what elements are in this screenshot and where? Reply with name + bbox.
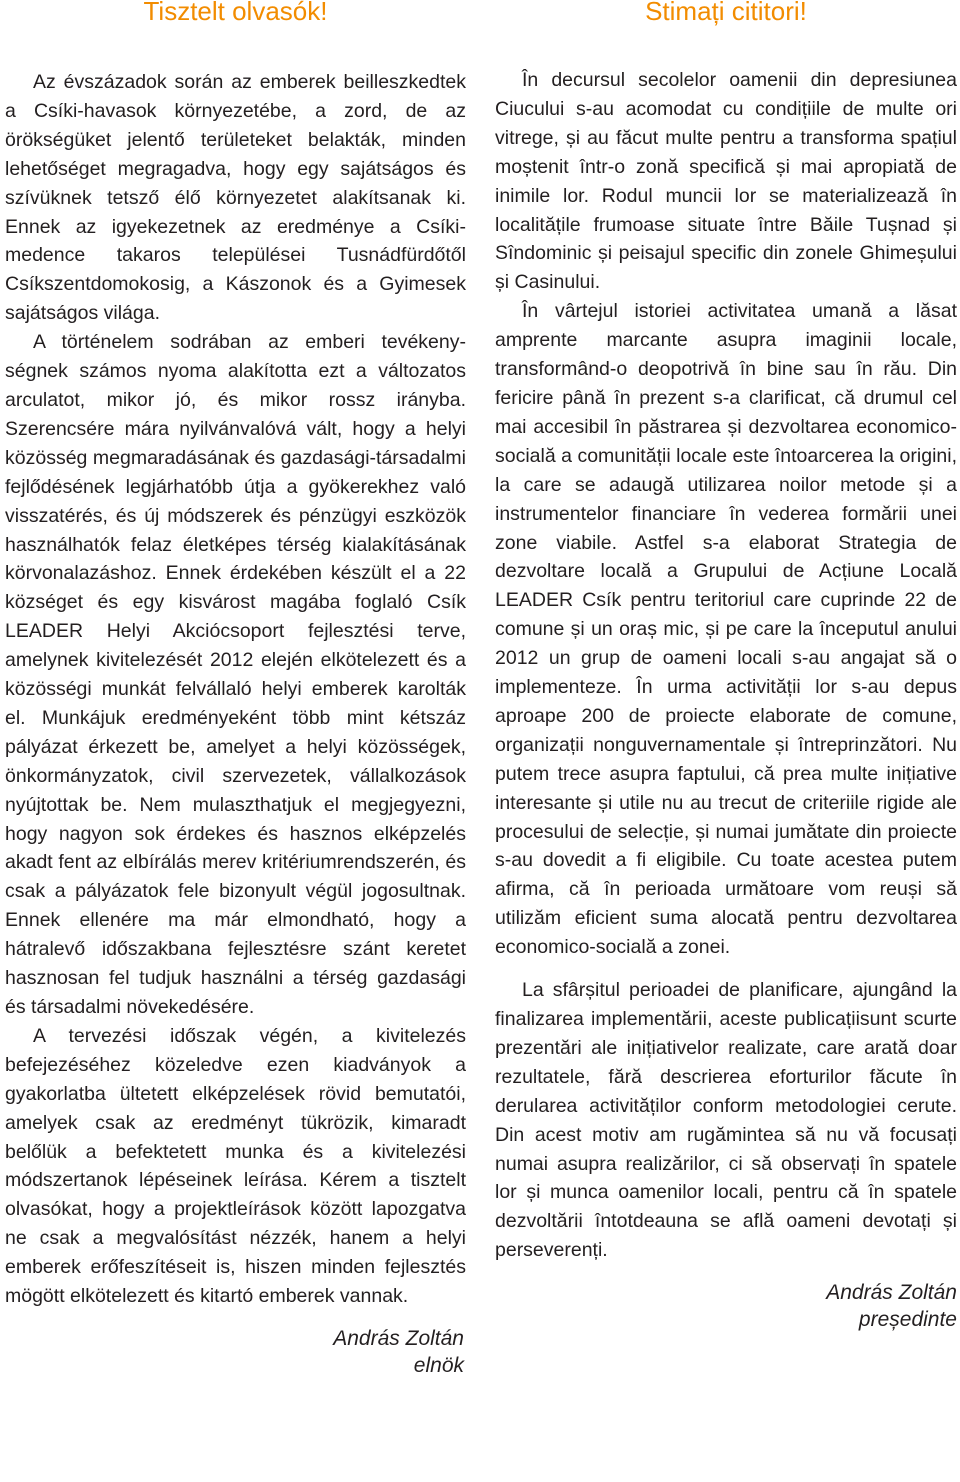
hungarian-column [5, 0, 466, 1379]
romanian-paragraph: În decursul secolelor oamenii din depresiunea Ciucului s-au acomodat cu condițiile de multe ori vitrege, și au făcut multe pentru a transforma spațiul moștenit într-o zonă specifică și mai apropiată de inimile lor. Rodul muncii lor se materializează în localitățile frumoase situate între Băile Tușnad și Sîndominic și peisajul specific din zonele Ghimeșului și Casinului. [495, 69, 957, 294]
romanian-paragraph: La sfârșitul perioadei de planificare, ajungând la finalizarea implementării, aceste publicațiisunt scurte prezentări ale inițiativelor realizate, care arată doar rezultatele, fără descrierea eforturilor făcute în derularea activităților conform metodologiei cerute. Din acest motiv am rugămintea să nu vă focusați numai asupra realizărilor, ci să observați în spatele lor și munca oamenilor locali, pentru că în spatele dezvoltării întotdeauna se află oameni devotați și perseverenți. [495, 979, 957, 1262]
romanian-column [495, 0, 957, 1333]
hungarian-title: Tisztelt olvasók! [143, 0, 328, 26]
hungarian-paragraph: Az évszázadok során az emberek beilleszkedtek a Csíki-havasok környezetébe, a zord, de az örökségüket jelentő területeket belakták, minden lehetőséget megragadva, hogy egy sajátságos és szívüknek tetsző élő környezetet alakítsanak ki. Ennek az igyekezetnek az eredménye a Csíki-medence takaros települései Tusnádfürdőtől Csíkszentdomokosig, a Kászonok és a Gyimesek sajátságos világa. [5, 71, 466, 325]
hungarian-signature [5, 1325, 466, 1379]
signature-name: András Zoltán [333, 1326, 464, 1350]
signature-role: președinte [858, 1308, 957, 1332]
hungarian-paragraph: A történelem sodrában az emberi tevékenységnek számos nyoma alakította ezt a változatos arculatot, mikor jó, és mikor rossz irányba. Szerencsére mára nyilvánvalóvá vált, hogy a helyi közösség megmaradásának és gazdasági-társadalmi fejlődésének legjárhatóbb útja a gyökerekhez való visszatérés, és új módszerek és pénzügyi eszközök használhatók felaz életképes térség kialakításának körvonalazáshoz. Ennek érdekében készült el a 22 községet és egy kisvárost magába foglaló Csík LEADER Helyi Akciócsoport fejlesztési terve, amelynek kivitelezését 2012 elején elkötelezett és a közösségi munkát felvállaló helyi emberek karolták el. Munkájuk eredményeként több mint kétszáz pályázat érkezett be, amelyet a helyi közösségek, önkormányzatok, civil szervezetek, vállalkozások nyújtottak be. Nem mulaszthatjuk el megjegyezni, hogy nagyon sok érdekes és hasznos elképzelés akadt fent az elbírálás merev kritériumrendszerén, és csak a pályázatok fele bizonyult végül jogosultnak. Ennek ellenére ma már elmondható, hogy a hátralevő időszakbana fejlesztésre szánt keretet hasznosan fel tudjuk használni a térség gazdasági és társadalmi növekedésére. [5, 331, 466, 1018]
romanian-body [495, 66, 957, 1265]
hungarian-body [5, 68, 466, 1311]
romanian-signature [495, 1279, 957, 1333]
signature-name: András Zoltán [826, 1281, 957, 1305]
romanian-title: Stimați cititori! [645, 0, 807, 26]
romanian-paragraph: În vârtejul istoriei activitatea umană a lăsat amprente marcante asupra imaginii locale, transformând-o deopotrivă în bine sau în rău. Din fericire până în prezent s-a clarificat, că drumul cel mai accesibil în păstrarea și dezvoltarea economico-socială a comunității locale este întoarcerea la origini, la care se adaugă utilizarea noilor metode și a instrumentelor financiare în vederea formării unei zone viabile. Astfel s-a elaborat Strategia de dezvoltare locală a Grupului de Acțiune Locală LEADER Csík pentru teritoriul care cuprinde 22 de comune și un oraș mic, și pe care la începutul anului 2012 un grup de oameni locali s-au angajat să o implementeze. În urma activității lor s-au depus aproape 200 de proiecte elaborate de comune, organizații nonguvernamentale și întreprinzători. Nu putem trece asupra faptului, că prea multe inițiative interesante și utile nu au trecut de criteriile rigide ale procesului de selecție, și numai jumătate din proiecte s-au dovedit a fi eligibile. Cu toate acestea putem afirma, că în perioada următoare vom reuși să utilizăm eficient suma alocată pentru dezvoltarea economico-socială a zonei. [495, 300, 957, 959]
hungarian-paragraph: A tervezési időszak végén, a kivitelezés befejezéséhez közeledve ezen kiadványok a gyakorlatba ültetett elképzelések rövid bemutatói, amelyek csak az eredményt tükrözik, kimaradt belőlük a befektetett munka és a kivitelezési módszertanok lépéseinek leírása. Kérem a tisztelt olvasókat, hogy a projektleírások között lapozgatva ne csak a megvalósítást nézzék, hanem a helyi emberek erőfeszítéseit is, hiszen minden fejlesztés mögött elkötelezett és kitartó emberek vannak. [5, 1024, 466, 1308]
signature-role: elnök [413, 1353, 464, 1377]
